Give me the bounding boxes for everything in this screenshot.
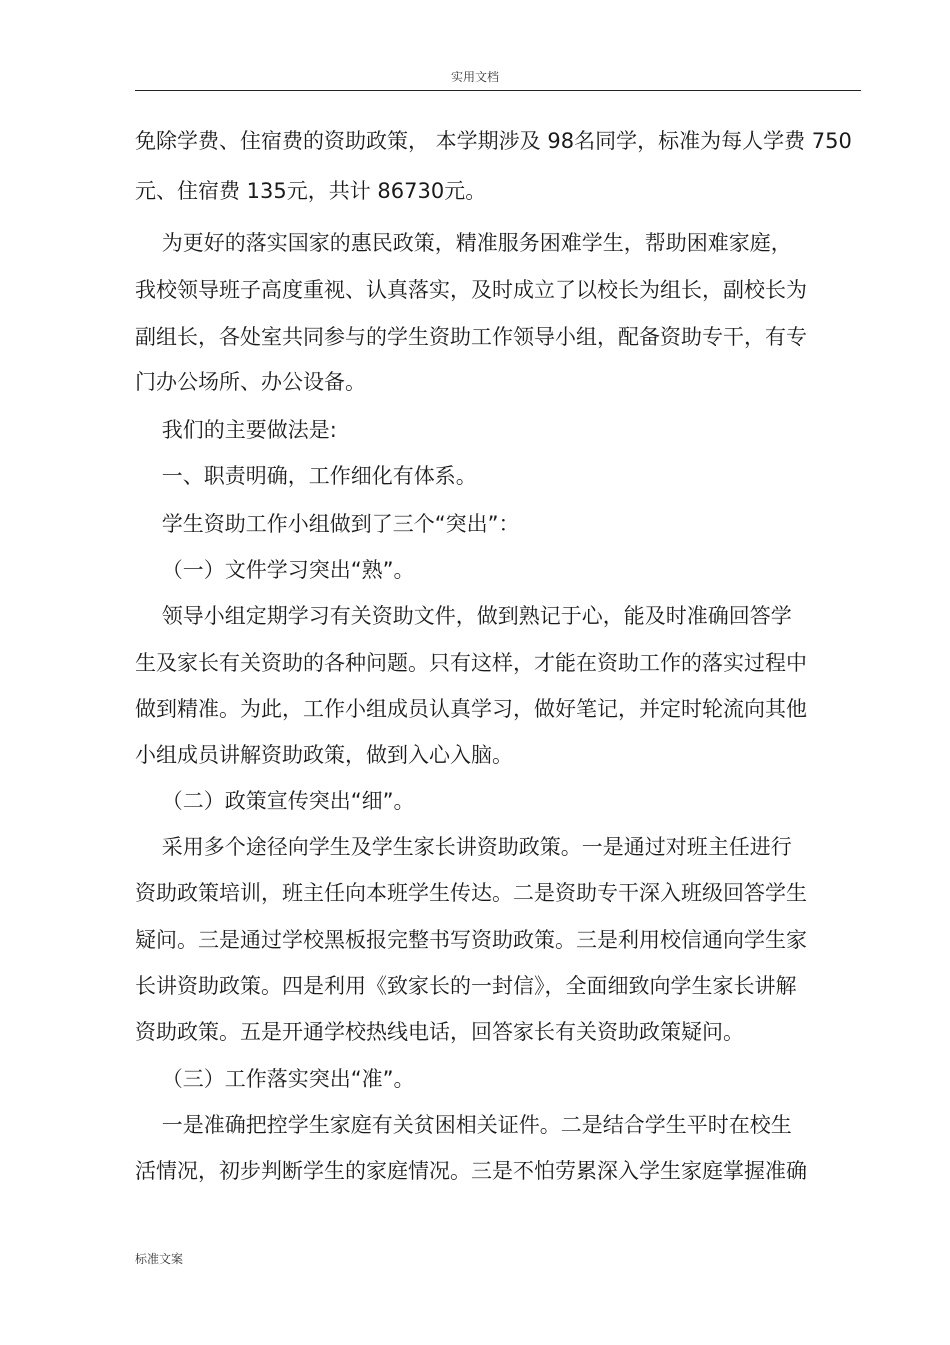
body-line: 学生资助工作小组做到了三个“突出”： xyxy=(135,512,520,536)
body-line: 门办公场所、办公设备。 xyxy=(135,370,366,394)
body-line: 资助政策培训，班主任向本班学生传达。二是资助专干深入班级回答学生 xyxy=(135,881,807,905)
body-line: 我校领导班子高度重视、认真落实，及时成立了以校长为组长，副校长为 xyxy=(135,278,807,302)
page-header: 实用文档 xyxy=(450,70,499,84)
body-line: 副组长，各处室共同参与的学生资助工作领导小组，配备资助专干，有专 xyxy=(135,325,807,349)
body-line: 小组成员讲解资助政策，做到入心入脑。 xyxy=(135,743,513,767)
body-line: 疑问。三是通过学校黑板报完整书写资助政策。三是利用校信通向学生家 xyxy=(135,928,807,952)
body-line: 免除学费、住宿费的资助政策， 本学期涉及 98名同学，标准为每人学费 750 xyxy=(135,129,852,153)
body-line: 领导小组定期学习有关资助文件，做到熟记于心，能及时准确回答学 xyxy=(135,604,792,628)
body-line: 为更好的落实国家的惠民政策，精准服务困难学生，帮助困难家庭， xyxy=(135,231,792,255)
body-line: 采用多个途径向学生及学生家长讲资助政策。一是通过对班主任进行 xyxy=(135,835,792,859)
body-line: 长讲资助政策。四是利用《致家长的一封信》，全面细致向学生家长讲解 xyxy=(135,974,797,998)
body-line: 做到精准。为此，工作小组成员认真学习，做好笔记，并定时轮流向其他 xyxy=(135,697,807,721)
body-line: 我们的主要做法是: xyxy=(135,418,337,442)
body-line: 生及家长有关资助的各种问题。只有这样，才能在资助工作的落实过程中 xyxy=(135,651,807,675)
header-divider xyxy=(135,90,861,91)
body-line: 资助政策。五是开通学校热线电话，回答家长有关资助政策疑问。 xyxy=(135,1020,744,1044)
section-heading: 一、职责明确，工作细化有体系。 xyxy=(135,464,477,488)
subsection-heading: （二）政策宣传突出“细”。 xyxy=(135,789,415,813)
body-line: 活情况，初步判断学生的家庭情况。三是不怕劳累深入学生家庭掌握准确 xyxy=(135,1159,807,1183)
body-line: 一是准确把控学生家庭有关贫困相关证件。二是结合学生平时在校生 xyxy=(135,1113,792,1137)
subsection-heading: （一）文件学习突出“熟”。 xyxy=(135,558,415,582)
page-footer: 标准文案 xyxy=(135,1252,184,1266)
subsection-heading: （三）工作落实突出“准”。 xyxy=(135,1067,415,1091)
body-line: 元、住宿费 135元，共计 86730元。 xyxy=(135,179,487,203)
